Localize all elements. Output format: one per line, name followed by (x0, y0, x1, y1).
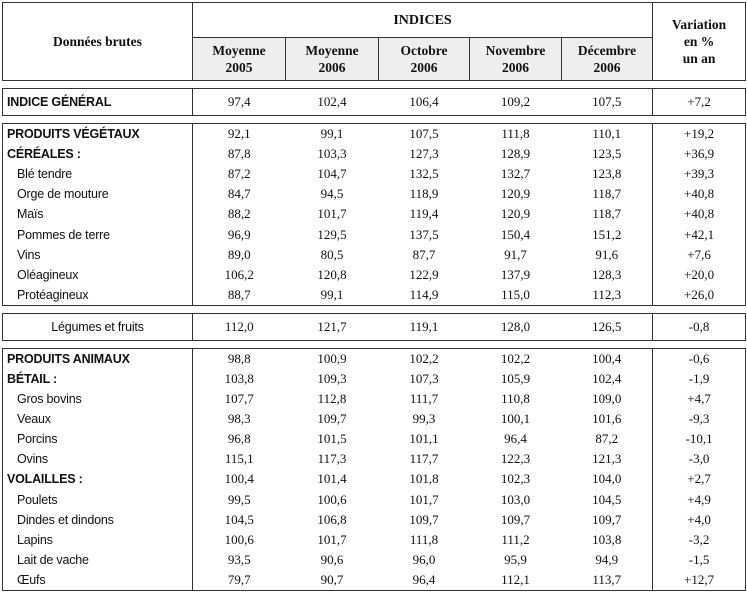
index-value: 117,3 (317, 451, 347, 467)
row-label: Maïs (3, 204, 193, 224)
index-value: 107,7 (224, 391, 254, 407)
index-value: 129,5 (317, 226, 347, 242)
index-value: 100,6 (224, 531, 254, 547)
period-month: Octobre (400, 43, 448, 58)
table-row (3, 570, 746, 591)
index-value: 90,7 (286, 570, 379, 591)
index-value: 112,3 (562, 285, 653, 306)
row-label: Légumes et fruits (3, 313, 193, 340)
index-value: 137,5 (409, 226, 439, 242)
table-row (3, 530, 746, 550)
index-value: 109,2 (470, 89, 562, 116)
variation-value: +4,0 (653, 510, 746, 530)
index-value: 122,9 (409, 266, 439, 282)
index-value: 128,3 (592, 266, 622, 282)
index-value: 84,7 (227, 186, 251, 202)
index-value: 101,7 (409, 491, 439, 507)
period-header (470, 38, 562, 81)
index-value: 100,4 (224, 471, 254, 487)
table-row (3, 449, 746, 469)
index-value: 115,0 (470, 285, 562, 306)
index-value: 100,9 (286, 348, 379, 369)
index-value: 103,8 (592, 531, 622, 547)
variation-value: +4,7 (653, 389, 746, 409)
index-value: 111,7 (409, 391, 439, 407)
period-header (379, 38, 470, 81)
index-value: 106,4 (379, 89, 470, 116)
index-value: 119,1 (379, 313, 470, 340)
index-value: 103,8 (224, 370, 254, 386)
index-value: 122,3 (500, 451, 531, 467)
index-value: 126,5 (562, 313, 653, 340)
index-value: 79,7 (193, 570, 286, 591)
variation-value: +42,1 (653, 224, 746, 244)
row-label: Orge de mouture (3, 184, 193, 204)
variation-line-1: Variation (671, 17, 727, 32)
table-row (3, 265, 746, 285)
index-value: 87,2 (595, 431, 619, 447)
index-value: 97,4 (193, 89, 286, 116)
period-year: 2006 (410, 60, 438, 75)
index-value: 109,7 (500, 511, 531, 527)
index-value: 109,0 (592, 391, 622, 407)
index-value: 90,6 (320, 551, 344, 567)
index-value: 109,7 (592, 511, 622, 527)
index-value: 96,4 (379, 570, 470, 591)
variation-line-3: un an (682, 51, 716, 66)
table-row (3, 204, 746, 224)
group-spacer (3, 340, 746, 348)
row-label: Oléagineux (3, 265, 193, 285)
index-value: 127,3 (409, 146, 439, 162)
table-row (3, 490, 746, 510)
index-value: 104,5 (592, 491, 622, 507)
row-label: Veaux (3, 409, 193, 429)
index-value: 99,5 (227, 491, 251, 507)
group-spacer (3, 81, 746, 89)
period-month: Moyenne (305, 43, 359, 58)
index-value: 104,0 (592, 471, 622, 487)
variation-value: +19,2 (653, 124, 746, 145)
row-label: Porcins (3, 429, 193, 449)
index-value: 111,8 (409, 531, 439, 547)
table-row (3, 124, 746, 145)
index-value: 151,2 (592, 226, 622, 242)
table-row (3, 184, 746, 204)
row-label: Blé tendre (3, 164, 193, 184)
index-value: 115,1 (224, 451, 254, 467)
row-label: Ovins (3, 449, 193, 469)
table-row (3, 224, 746, 244)
table-row (3, 550, 746, 570)
table-row (3, 245, 746, 265)
period-month: Novembre (485, 43, 546, 58)
variation-value: +12,7 (653, 570, 746, 591)
index-value: 88,7 (193, 285, 286, 306)
index-value: 95,9 (504, 551, 527, 567)
index-value: 110,1 (562, 124, 653, 145)
variation-value: -3,2 (653, 530, 746, 550)
period-month: Décembre (577, 43, 637, 58)
index-value: 120,9 (500, 206, 531, 222)
row-label: Protéagineux (3, 285, 193, 306)
index-value: 118,7 (592, 186, 622, 202)
period-year: 2005 (225, 60, 253, 75)
table-row (3, 164, 746, 184)
variation-value: +7,2 (653, 89, 746, 116)
index-value: 91,6 (595, 246, 619, 262)
variation-value: -10,1 (653, 429, 746, 449)
index-value: 99,3 (412, 411, 436, 427)
table-row (3, 89, 746, 116)
index-value: 121,3 (592, 451, 622, 467)
index-value: 99,1 (286, 124, 379, 145)
index-value: 132,5 (409, 166, 439, 182)
index-value: 128,0 (470, 313, 562, 340)
index-value: 101,5 (317, 431, 347, 447)
index-value: 102,2 (379, 348, 470, 369)
index-value: 107,5 (379, 124, 470, 145)
variation-value: +2,7 (653, 469, 746, 489)
period-header (286, 38, 379, 81)
index-value: 102,2 (470, 348, 562, 369)
index-value: 128,9 (500, 146, 531, 162)
index-value: 103,3 (317, 146, 347, 162)
row-label: Gros bovins (3, 389, 193, 409)
index-value: 101,8 (409, 471, 439, 487)
index-value: 118,9 (409, 186, 439, 202)
raw-data-header: Données brutes (3, 3, 193, 81)
index-value: 110,8 (501, 391, 530, 407)
index-value: 123,8 (592, 166, 622, 182)
index-value: 101,4 (317, 471, 347, 487)
table-row (3, 389, 746, 409)
table-row (3, 409, 746, 429)
index-value: 109,7 (317, 411, 347, 427)
index-value: 99,1 (286, 285, 379, 306)
period-header (562, 38, 653, 81)
index-value: 92,1 (193, 124, 286, 145)
index-value: 87,2 (227, 166, 251, 182)
variation-value: +39,3 (653, 164, 746, 184)
row-label: VOLAILLES : (3, 469, 193, 489)
variation-value: -0,6 (653, 348, 746, 369)
index-value: 119,4 (409, 206, 439, 222)
index-value: 96,8 (227, 431, 251, 447)
index-value: 87,8 (227, 146, 251, 162)
index-value: 120,9 (500, 186, 531, 202)
period-year: 2006 (593, 60, 621, 75)
index-value: 117,7 (409, 451, 439, 467)
index-value: 111,2 (501, 531, 530, 547)
index-value: 121,7 (286, 313, 379, 340)
index-value: 106,8 (317, 511, 347, 527)
index-value: 107,5 (562, 89, 653, 116)
index-value: 102,3 (500, 471, 531, 487)
index-value: 112,8 (317, 391, 347, 407)
index-value: 101,6 (592, 411, 622, 427)
index-value: 109,3 (317, 370, 347, 386)
price-index-table (2, 2, 746, 591)
index-value: 106,2 (224, 266, 254, 282)
index-value: 112,1 (470, 570, 562, 591)
table-row (3, 429, 746, 449)
row-label: Poulets (3, 490, 193, 510)
variation-value: -9,3 (653, 409, 746, 429)
index-value: 104,7 (317, 166, 347, 182)
index-value: 101,7 (317, 206, 347, 222)
variation-value: +36,9 (653, 144, 746, 164)
index-value: 118,7 (592, 206, 622, 222)
table-row (3, 144, 746, 164)
index-value: 103,0 (500, 491, 531, 507)
row-label: Œufs (3, 570, 193, 591)
table-row (3, 313, 746, 340)
index-value: 89,0 (227, 246, 251, 262)
row-label: PRODUITS VÉGÉTAUX (3, 124, 193, 145)
index-value: 113,7 (562, 570, 653, 591)
table-row (3, 348, 746, 369)
variation-value: -1,9 (653, 369, 746, 389)
index-value: 114,9 (379, 285, 470, 306)
table-row (3, 369, 746, 389)
index-value: 105,9 (500, 370, 531, 386)
index-value: 112,0 (193, 313, 286, 340)
index-value: 109,7 (409, 511, 439, 527)
index-value: 96,0 (412, 551, 436, 567)
row-label: Vins (3, 245, 193, 265)
index-value: 98,8 (193, 348, 286, 369)
table-row (3, 469, 746, 489)
index-value: 88,2 (227, 206, 251, 222)
variation-value: +40,8 (653, 184, 746, 204)
index-value: 101,7 (317, 531, 347, 547)
index-value: 96,4 (504, 431, 527, 447)
variation-value: +26,0 (653, 285, 746, 306)
variation-line-2: en % (683, 34, 715, 49)
index-value: 91,7 (504, 246, 527, 262)
index-value: 104,5 (224, 511, 254, 527)
variation-value: -1,5 (653, 550, 746, 570)
index-value: 80,5 (320, 246, 344, 262)
index-value: 102,4 (286, 89, 379, 116)
row-label: Lapins (3, 530, 193, 550)
period-year: 2006 (502, 60, 529, 75)
row-label: CÉRÉALES : (3, 144, 193, 164)
index-value: 100,4 (562, 348, 653, 369)
index-value: 137,9 (500, 266, 531, 282)
row-label: BÉTAIL : (3, 369, 193, 389)
index-value: 132,7 (500, 166, 531, 182)
index-value: 107,3 (409, 370, 439, 386)
index-value: 96,9 (227, 226, 251, 242)
variation-value: -0,8 (653, 313, 746, 340)
row-label: INDICE GÉNÉRAL (3, 89, 193, 116)
variation-value: -3,0 (653, 449, 746, 469)
group-spacer (3, 305, 746, 313)
index-value: 87,7 (412, 246, 436, 262)
indices-header: INDICES (193, 3, 653, 38)
row-label: Dindes et dindons (3, 510, 193, 530)
row-label: PRODUITS ANIMAUX (3, 348, 193, 369)
index-value: 98,3 (227, 411, 251, 427)
row-label: Pommes de terre (3, 224, 193, 244)
variation-value: +7,6 (653, 245, 746, 265)
variation-value: +4,9 (653, 490, 746, 510)
table-row (3, 285, 746, 306)
period-header (193, 38, 286, 81)
index-value: 94,9 (595, 551, 619, 567)
period-month: Moyenne (212, 43, 266, 58)
group-spacer (3, 116, 746, 124)
index-value: 120,8 (317, 266, 347, 282)
variation-header (653, 3, 746, 81)
index-value: 102,4 (592, 370, 622, 386)
variation-value: +20,0 (653, 265, 746, 285)
index-value: 100,1 (500, 411, 531, 427)
index-value: 150,4 (500, 226, 531, 242)
table-row (3, 510, 746, 530)
index-value: 94,5 (320, 186, 344, 202)
period-year: 2006 (318, 60, 346, 75)
index-value: 123,5 (592, 146, 622, 162)
index-value: 100,6 (317, 491, 347, 507)
row-label: Lait de vache (3, 550, 193, 570)
index-value: 93,5 (227, 551, 251, 567)
variation-value: +40,8 (653, 204, 746, 224)
index-value: 111,8 (470, 124, 562, 145)
index-value: 101,1 (409, 431, 439, 447)
